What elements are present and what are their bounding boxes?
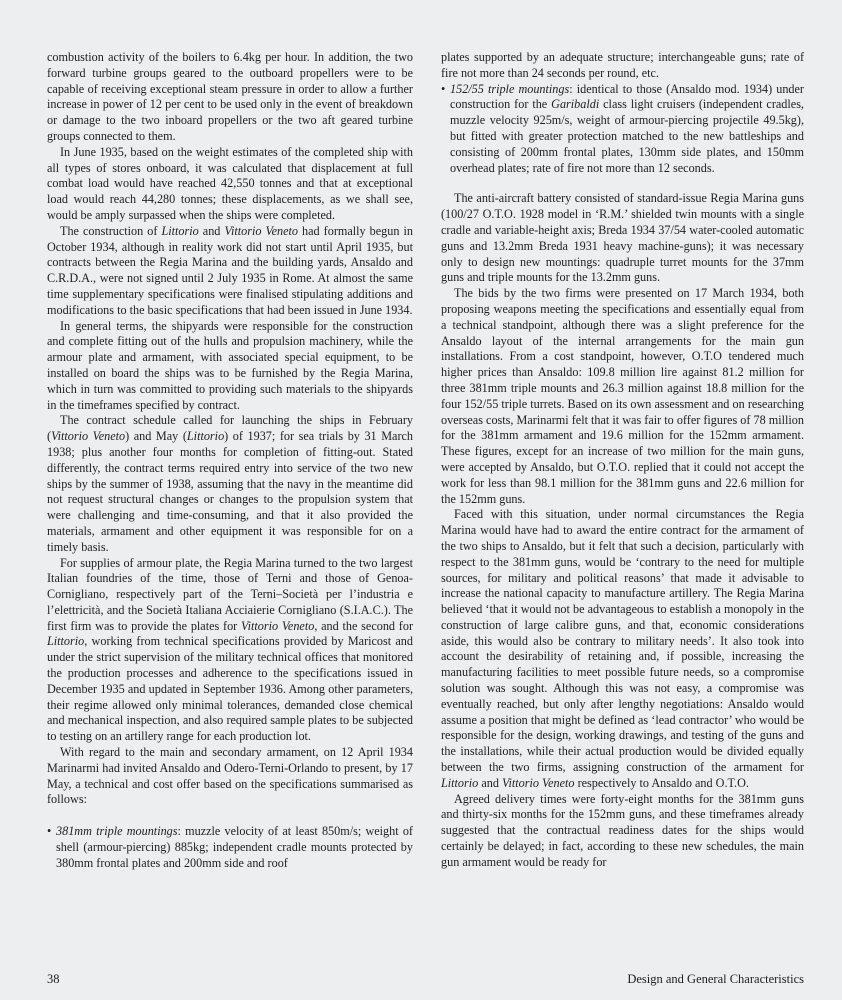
paragraph: [441, 507, 804, 791]
paragraph: [47, 50, 413, 145]
italic-text: Garibaldi: [551, 97, 600, 112]
italic-text: 381mm triple mountings: [56, 824, 178, 839]
text-run: Faced with this situation, under normal circumstances the Regia Marina would have had to award the entire contract for the armament of the two ships to Ansaldo, but it felt that such a decision, particularly with respect to the 381mm guns, would be ‘contrary to the need for multiple sources, for military and political reasons’ that made it advisable to increase the national capacity to manufacture artillery. The Regia Marina believed ‘that it would not be advantageous to establish a monopoly in the construction of large calibre guns, and that, economic considerations aside, this would also be contrary to military needs’. It also took into account the desirability of retaining and, if possible, increasing the manufacturing facilities to meet possible future needs, so a compromise solution was sought. Although this was not easy, a compromise was eventually reached, but only after lengthy negotiations: Ansaldo would assume a position that might be defined as ‘lead contractor’ who would be responsible for the design, working drawings, and testing of the guns and the installations, while their actual production would be divided equally between the two firms, assigning construction of the armament for: [441, 507, 804, 775]
text-run: and: [198, 223, 225, 238]
text-run: , working from technical specifications provided by Maricost and under the strict supervision of the military technical offices that monitored the production processes and adherence to the specifications issued in December 1935 and updated in September 1936. Among other parameters, their regime allowed only minimal tolerances, demanded close chemical and mechanical inspection, and also required sample plates to be subjected to testing on an artillery range for each production lot.: [47, 634, 413, 744]
left-text-column: [47, 50, 413, 872]
text-run: , and the second for: [314, 618, 414, 633]
text-run: In general terms, the shipyards were responsible for the construction and complete fitting out of the hulls and propulsion machinery, while the armour plate and armament, with associated special equipment, to be installed on board the ships was to be furnished by the Regia Marina, which in turn was committed to providing such materials to the shipyards in the timeframes specified by contract.: [47, 318, 413, 412]
text-run: ) and May (: [125, 429, 187, 444]
italic-text: Littorio: [161, 223, 199, 238]
bullet-item: [47, 824, 413, 871]
paragraph: [441, 191, 804, 286]
paragraph: [47, 145, 413, 224]
text-run: For supplies of armour plate, the Regia Marina turned to the two largest Italian foundries of the time, those of Terni and those of Genoa-Cornigliano, respectively part of the Terni–Società per l’industria e l’elettricità, and the Società Italiana Acciaierie Cornigliano (S.I.A.C.). The first firm was to provide the plates for: [47, 555, 413, 633]
italic-text: Vittorio Veneto: [51, 429, 126, 444]
paragraph: [47, 224, 413, 319]
paragraph: [47, 413, 413, 555]
paragraph: [47, 745, 413, 808]
text-run: The bids by the two firms were presented on 17 March 1934, both proposing weapons meeting the specifications and essentially equal from a technical standpoint, although there was a slight preference for the Ansaldo layout of the internal arrangements for the main gun installations. From a cost standpoint, however, O.T.O tendered much higher prices than Ansaldo: 109.8 million lire against 81.2 million for three 381mm triple mounts and 26.3 million against 18.8 million for the four 152/55 triple turrets. Based on its own assessment and on researching overseas costs, Marinarmi felt that it was fair to offer figures of 78 million for the 381mm armament and 19.6 million for the 152mm armament. These figures, except for an increase of two million for the main guns, were accepted by Ansaldo, but O.T.O. replied that it could not accept the work for less than 98.1 million for the 381mm guns and 22.6 million for the 152mm guns.: [441, 286, 804, 506]
paragraph: [441, 50, 804, 82]
text-run: and: [478, 775, 502, 790]
bullet-item: [441, 82, 804, 177]
right-text-column: [441, 50, 804, 871]
running-footer-title: Design and General Characteristics: [627, 972, 804, 986]
italic-text: Littorio: [186, 429, 225, 444]
text-run: ) of 1937; for sea trials by 31 March 1938; plus another four months for completion of fitting-out. Stated differently, the contract terms required entry into service of the two new ships by the summer of 1938, assuming that the navy in the meantime did not request structural changes or changes to the propulsion system that were challenging and time-consuming, and that it also provided the materials, armament and other equipment it was responsible for on a timely basis.: [47, 429, 414, 554]
paragraph: [441, 792, 804, 871]
text-run: plates supported by an adequate structure; interchangeable guns; rate of fire not more than 24 seconds per round, etc.: [441, 50, 804, 80]
text-run: combustion activity of the boilers to 6.4kg per hour. In addition, the two forward turbine groups geared to the outboard propellers were to be capable of receiving exceptional steam pressure in order to allow a further increase in power of 12 per cent to be used only in the event of breakdown or damage to the two inboard propellers or the two aft geared turbine groups connected to them.: [47, 50, 413, 143]
text-run: The anti-aircraft battery consisted of standard-issue Regia Marina guns (100/27 O.T.O. 1928 model in ‘R.M.’ shielded twin mounts with a single cradle and variable-height axis; Breda 1934 37/54 water-cooled automatic guns and 13.2mm Breda 1931 heavy machine-guns); it was necessary only to design new mountings: quadruple turret mounts for the 37mm guns and triple mounts for the 13.2mm guns.: [441, 191, 804, 285]
italic-text: Littorio: [47, 634, 85, 649]
italic-text: Vittorio Veneto: [224, 223, 298, 238]
italic-text: 152/55 triple mountings: [450, 81, 570, 96]
paragraph: [441, 286, 804, 507]
paragraph: [47, 556, 413, 746]
text-run: The construction of: [60, 223, 162, 238]
text-run: With regard to the main and secondary armament, on 12 April 1934 Marinarmi had invited Ansaldo and Odero-Terni-Orlando to present, by 17 May, a technical and cost offer based on the specifications summarised as follows:: [47, 745, 413, 807]
text-run: had formally begun in October 1934, although in reality work did not start until April 1935, but contracts between the Regia Marina and the building yards, Ansaldo and C.R.D.A., were not signed until 2 July 1935 in Rome. At almost the same time supplementary specifications were finalised stipulating additions and modifications to the basic specifications that had been issued in June 1934.: [47, 223, 413, 317]
text-run: respectively to Ansaldo and O.T.O.: [574, 775, 749, 790]
italic-text: Littorio: [441, 775, 479, 790]
text-run: : identical to those (Ansaldo mod. 1934) under construction for the: [450, 81, 804, 112]
page-number: 38: [47, 972, 60, 986]
text-run: class light cruisers (independent cradles, muzzle velocity 925m/s, weight of armour-piercing projectile 49.5kg), but fitted with greater protection matched to the new battleships and consisting of 200mm frontal plates, 130mm side plates, and 150mm overhead plates; rate of fire not more than 12 seconds.: [450, 97, 804, 175]
italic-text: Vittorio Veneto: [501, 775, 575, 790]
text-run: Agreed delivery times were forty-eight months for the 381mm guns and thirty-six months for the 152mm guns, and these timeframes already suggested that the contractual readiness dates for the ships would certainly be delayed; in fact, according to these new schedules, the main gun armament would be ready for: [441, 791, 804, 869]
italic-text: Vittorio Veneto: [241, 618, 315, 633]
text-run: : muzzle velocity of at least 850m/s; weight of shell (armour-piercing) 885kg; independent cradle mounts protected by 380mm frontal plates and 200mm side and roof: [56, 824, 413, 870]
text-run: In June 1935, based on the weight estimates of the completed ship with all types of stores onboard, it was calculated that displacement at full combat load would have reached 42,550 tonnes and that at exceptional load would reach 44,280 tonnes; these displacements, as we shall see, would be amply surpassed when the ships were completed.: [47, 144, 413, 222]
text-run: The contract schedule called for launching the ships in February (: [47, 413, 413, 444]
paragraph: [47, 319, 413, 414]
